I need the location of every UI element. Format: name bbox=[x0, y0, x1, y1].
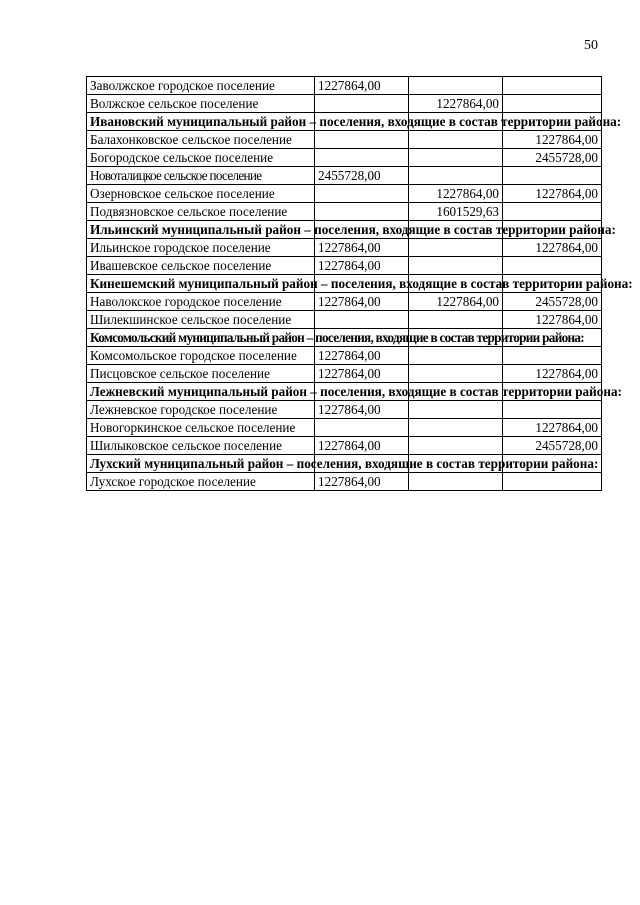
district-heading: Лежневский муниципальный район – поселения, входящие в состав территории района: bbox=[87, 383, 315, 401]
settlement-name: Озерновское сельское поселение bbox=[87, 185, 315, 203]
amount-col1 bbox=[315, 185, 409, 203]
table-row bbox=[87, 167, 602, 185]
amount-col2: 1227864,00 bbox=[409, 185, 503, 203]
district-heading: Ильинский муниципальный район – поселения, входящие в состав территории района: bbox=[87, 221, 315, 239]
amount-col2 bbox=[409, 311, 503, 329]
amount-col1 bbox=[315, 311, 409, 329]
amount-col2 bbox=[409, 131, 503, 149]
amount-col3 bbox=[503, 203, 602, 221]
amount-col3 bbox=[503, 77, 602, 95]
settlement-name: Наволокское городское поселение bbox=[87, 293, 315, 311]
amount-col1: 2455728,00 bbox=[315, 167, 409, 185]
amount-col1 bbox=[315, 149, 409, 167]
page-number: 50 bbox=[584, 38, 598, 53]
amount-col2 bbox=[409, 77, 503, 95]
table-row bbox=[87, 77, 602, 95]
amount-col3 bbox=[503, 473, 602, 491]
settlement-name: Волжское сельское поселение bbox=[87, 95, 315, 113]
table-row bbox=[87, 347, 602, 365]
amount-col2 bbox=[409, 419, 503, 437]
amount-col3: 2455728,00 bbox=[503, 293, 602, 311]
settlement-name: Лухское городское поселение bbox=[87, 473, 315, 491]
district-heading: Лухский муниципальный район – поселения, входящие в состав территории района: bbox=[87, 455, 315, 473]
table-row bbox=[87, 149, 602, 167]
settlement-name: Богородское сельское поселение bbox=[87, 149, 315, 167]
amount-col2: 1601529,63 bbox=[409, 203, 503, 221]
amount-col2 bbox=[409, 437, 503, 455]
table-row bbox=[87, 203, 602, 221]
settlement-name: Комсомольское городское поселение bbox=[87, 347, 315, 365]
settlement-name: Новоталицкое сельское поселение bbox=[87, 167, 315, 185]
settlement-name: Заволжское городское поселение bbox=[87, 77, 315, 95]
table-row bbox=[87, 419, 602, 437]
amount-col2 bbox=[409, 167, 503, 185]
settlement-name: Шилыковское сельское поселение bbox=[87, 437, 315, 455]
amount-col1: 1227864,00 bbox=[315, 293, 409, 311]
table-row bbox=[87, 311, 602, 329]
table-row bbox=[87, 293, 602, 311]
settlement-name: Подвязновское сельское поселение bbox=[87, 203, 315, 221]
table-row bbox=[87, 473, 602, 491]
settlement-name: Балахонковское сельское поселение bbox=[87, 131, 315, 149]
table-row bbox=[87, 239, 602, 257]
table-row bbox=[87, 329, 602, 347]
table-row bbox=[87, 221, 602, 239]
table-row bbox=[87, 257, 602, 275]
district-heading: Комсомольский муниципальный район – поселения, входящие в состав территории района: bbox=[87, 329, 315, 347]
amount-col3 bbox=[503, 95, 602, 113]
table-row bbox=[87, 437, 602, 455]
settlement-name: Лежневское городское поселение bbox=[87, 401, 315, 419]
amount-col3: 1227864,00 bbox=[503, 185, 602, 203]
table-row bbox=[87, 95, 602, 113]
amount-col2 bbox=[409, 401, 503, 419]
amount-col1: 1227864,00 bbox=[315, 257, 409, 275]
amount-col2 bbox=[409, 257, 503, 275]
amount-col2: 1227864,00 bbox=[409, 95, 503, 113]
amount-col3: 1227864,00 bbox=[503, 311, 602, 329]
allocation-table bbox=[86, 76, 633, 491]
table-row bbox=[87, 275, 602, 293]
settlement-name: Новогоркинское сельское поселение bbox=[87, 419, 315, 437]
district-heading: Кинешемский муниципальный район – поселения, входящие в состав территории района: bbox=[87, 275, 315, 293]
table-row bbox=[87, 365, 602, 383]
settlement-name: Шилекшинское сельское поселение bbox=[87, 311, 315, 329]
amount-col3: 1227864,00 bbox=[503, 365, 602, 383]
district-heading: Ивановский муниципальный район – поселения, входящие в состав территории района: bbox=[87, 113, 315, 131]
table-row bbox=[87, 383, 602, 401]
amount-col3: 1227864,00 bbox=[503, 239, 602, 257]
amount-col2 bbox=[409, 149, 503, 167]
amount-col3 bbox=[503, 401, 602, 419]
amount-col1: 1227864,00 bbox=[315, 77, 409, 95]
amount-col1: 1227864,00 bbox=[315, 437, 409, 455]
table-row bbox=[87, 131, 602, 149]
amount-col1 bbox=[315, 131, 409, 149]
amount-col2 bbox=[409, 365, 503, 383]
amount-col1 bbox=[315, 203, 409, 221]
table-row bbox=[87, 455, 602, 473]
amount-col1 bbox=[315, 95, 409, 113]
table-row bbox=[87, 401, 602, 419]
amount-col3: 1227864,00 bbox=[503, 419, 602, 437]
amount-col3 bbox=[503, 257, 602, 275]
amount-col1: 1227864,00 bbox=[315, 347, 409, 365]
amount-col3: 2455728,00 bbox=[503, 149, 602, 167]
amount-col1: 1227864,00 bbox=[315, 473, 409, 491]
settlement-name: Ивашевское сельское поселение bbox=[87, 257, 315, 275]
amount-col2: 1227864,00 bbox=[409, 293, 503, 311]
settlement-name: Ильинское городское поселение bbox=[87, 239, 315, 257]
amount-col1 bbox=[315, 419, 409, 437]
amount-col3 bbox=[503, 167, 602, 185]
settlement-name: Писцовское сельское поселение bbox=[87, 365, 315, 383]
table-row bbox=[87, 185, 602, 203]
amount-col2 bbox=[409, 239, 503, 257]
amount-col1: 1227864,00 bbox=[315, 239, 409, 257]
amount-col1: 1227864,00 bbox=[315, 401, 409, 419]
amount-col3 bbox=[503, 347, 602, 365]
amount-col2 bbox=[409, 347, 503, 365]
table-row bbox=[87, 113, 602, 131]
amount-col3: 1227864,00 bbox=[503, 131, 602, 149]
amount-col2 bbox=[409, 473, 503, 491]
amount-col1: 1227864,00 bbox=[315, 365, 409, 383]
amount-col3: 2455728,00 bbox=[503, 437, 602, 455]
